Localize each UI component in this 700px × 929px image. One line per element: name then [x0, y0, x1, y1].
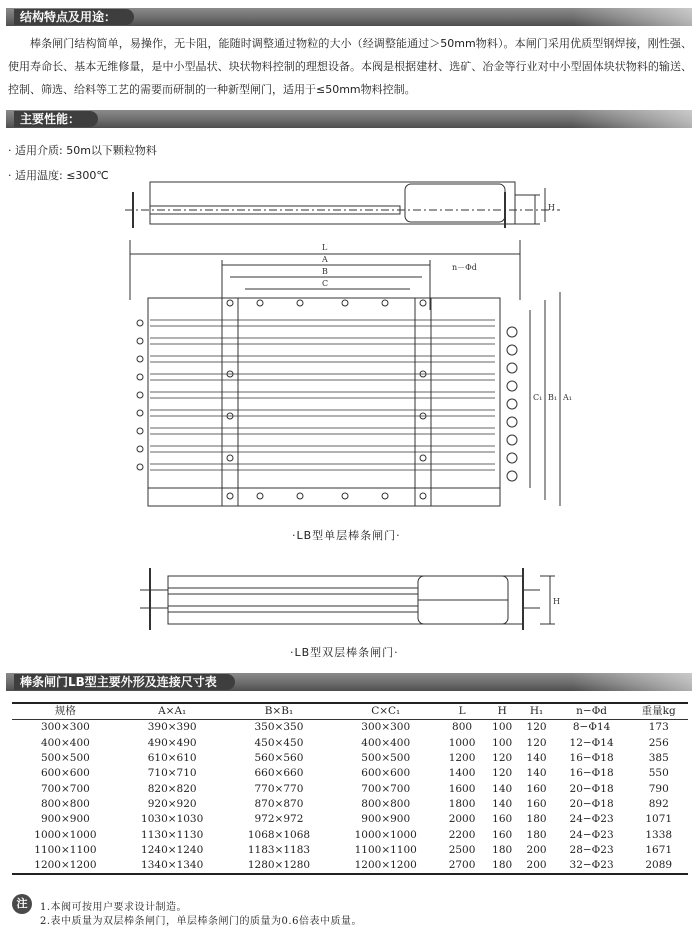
table-cell: 300×300 — [40, 721, 90, 734]
table-cell: 800 — [452, 721, 473, 734]
table-cell: 490×490 — [147, 736, 197, 749]
table-row — [12, 781, 688, 796]
section-title: 结构特点及用途： — [14, 9, 134, 25]
table-row — [12, 858, 688, 874]
dim-label-l: L — [322, 243, 328, 252]
table-cell: 700×700 — [40, 782, 90, 795]
table-cell: 660×660 — [254, 767, 304, 780]
note-badge: 注 — [12, 894, 32, 914]
table-cell: 870×870 — [254, 797, 304, 810]
table-cell: 8−Φ14 — [572, 721, 611, 734]
table-cell: 140 — [492, 797, 513, 810]
table-cell: 385 — [648, 752, 669, 765]
table-cell: 1100×1100 — [34, 843, 97, 856]
table-cell: 550 — [648, 767, 669, 780]
table-cell: 1000×1000 — [354, 828, 417, 841]
table-cell: 610×610 — [147, 752, 197, 765]
table-row — [12, 812, 688, 827]
table-row — [12, 827, 688, 842]
table-cell: 2200 — [448, 828, 476, 841]
table-cell: 160 — [492, 828, 513, 841]
single-layer-caption: ·LB型单层棒条闸门· — [292, 529, 401, 542]
table-cell: 1000×1000 — [34, 828, 97, 841]
dim-label-h2: H — [553, 597, 560, 606]
table-cell: 140 — [526, 752, 547, 765]
section-header-structure — [6, 8, 692, 26]
table-cell: 120 — [492, 752, 513, 765]
table-cell: 180 — [492, 859, 513, 872]
table-cell: 1340×1340 — [141, 859, 204, 872]
table-cell: 1030×1030 — [141, 813, 204, 826]
section-header-table — [6, 673, 692, 691]
table-cell: 120 — [492, 767, 513, 780]
table-cell: 450×450 — [254, 736, 304, 749]
table-cell: 892 — [648, 797, 669, 810]
table-row — [12, 751, 688, 766]
table-cell: 160 — [526, 797, 547, 810]
table-cell: 1068×1068 — [247, 828, 311, 841]
note-line-2: 2.表中质量为双层棒条闸门，单层棒条闸门的质量为0.6倍表中质量。 — [40, 916, 362, 927]
table-cell: 1600 — [448, 782, 476, 795]
column-header: 重量kg — [629, 703, 688, 720]
column-header: L — [439, 703, 485, 720]
table-cell: 1100×1100 — [354, 843, 417, 856]
table-cell: 600×600 — [40, 767, 90, 780]
table-cell: 390×390 — [147, 721, 197, 734]
table-cell: 800×800 — [40, 797, 90, 810]
dimension-table — [12, 702, 688, 875]
table-cell: 100 — [492, 736, 513, 749]
table-cell: 24−Φ23 — [569, 828, 614, 841]
section-header-performance — [6, 110, 692, 128]
table-cell: 350×350 — [254, 721, 304, 734]
table-cell: 160 — [492, 813, 513, 826]
table-cell: 173 — [648, 721, 669, 734]
dim-label-h: H — [548, 203, 555, 212]
table-cell: 710×710 — [147, 767, 197, 780]
table-cell: 400×400 — [361, 736, 411, 749]
table-cell: 900×900 — [40, 813, 90, 826]
table-row — [12, 736, 688, 751]
table-cell: 100 — [492, 721, 513, 734]
table-row — [12, 720, 688, 736]
table-cell: 28−Φ23 — [569, 843, 614, 856]
table-row — [12, 843, 688, 858]
table-row — [12, 797, 688, 812]
table-cell: 1800 — [448, 797, 476, 810]
table-cell: 1400 — [448, 767, 476, 780]
column-header: 规格 — [12, 703, 119, 720]
dim-label-b: B — [322, 267, 328, 276]
table-cell: 12−Φ14 — [569, 736, 614, 749]
table-row — [12, 766, 688, 781]
table-cell: 20−Φ18 — [569, 797, 614, 810]
dim-label-a1: A₁ — [563, 393, 572, 402]
table-cell: 120 — [526, 721, 547, 734]
column-header: H₁ — [519, 703, 553, 720]
table-cell: 140 — [526, 767, 547, 780]
table-cell: 1200×1200 — [34, 859, 97, 872]
table-cell: 2089 — [645, 859, 673, 872]
dim-label-holes: n－Φd — [452, 263, 477, 272]
table-cell: 800×800 — [361, 797, 411, 810]
table-cell: 2500 — [448, 843, 476, 856]
structure-paragraph: 棒条闸门结构简单，易操作，无卡阻，能随时调整通过物粒的大小（经调整能通过＞50mm物料）。本闸门采用优质型钢焊接，刚性强、使用寿命长、基本无维修量，是中小型晶状、块状物料控制的理想设备。本阀是根据建材、选矿、冶金等行业对中小型固体块状物料的输送、控制、筛选、给料等工艺的需要而研制的一种新型闸门，适用于≤50mm物料控制。 — [8, 37, 692, 96]
table-cell: 700×700 — [361, 782, 411, 795]
column-header: A×A₁ — [119, 703, 226, 720]
table-cell: 1200 — [448, 752, 476, 765]
double-layer-caption: ·LB型双层棒条闸门· — [290, 646, 399, 659]
section-title: 主要性能： — [14, 111, 98, 127]
dim-label-c1: C₁ — [533, 393, 543, 402]
table-cell: 200 — [526, 843, 547, 856]
dim-label-b1: B₁ — [548, 393, 558, 402]
table-cell: 500×500 — [361, 752, 411, 765]
table-cell: 972×972 — [254, 813, 304, 826]
column-header: H — [485, 703, 519, 720]
table-cell: 600×600 — [361, 767, 411, 780]
table-cell: 1183×1183 — [247, 843, 311, 856]
dim-label-c: C — [322, 279, 329, 288]
note-line-1: 1.本阀可按用户要求设计制造。 — [40, 902, 188, 913]
table-cell: 300×300 — [361, 721, 411, 734]
table-cell: 120 — [526, 736, 547, 749]
table-cell: 2700 — [448, 859, 476, 872]
bullet-medium: · 适用介质: 50m以下颗粒物料 — [8, 144, 157, 157]
table-cell: 1280×1280 — [247, 859, 311, 872]
table-cell: 1130×1130 — [141, 828, 204, 841]
table-cell: 16−Φ18 — [569, 767, 614, 780]
table-cell: 20−Φ18 — [569, 782, 614, 795]
table-cell: 400×400 — [40, 736, 90, 749]
table-cell: 1671 — [645, 843, 673, 856]
dim-label-a: A — [322, 255, 328, 264]
table-cell: 200 — [526, 859, 547, 872]
table-cell: 1240×1240 — [141, 843, 204, 856]
table-cell: 790 — [648, 782, 669, 795]
table-cell: 1200×1200 — [354, 859, 417, 872]
table-cell: 820×820 — [147, 782, 197, 795]
table-cell: 16−Φ18 — [569, 752, 614, 765]
table-body — [12, 720, 688, 874]
double-layer-gate-drawing — [0, 560, 700, 650]
section-title: 棒条闸门LB型主要外形及连接尺寸表 — [14, 674, 235, 690]
table-cell: 140 — [492, 782, 513, 795]
table-cell: 256 — [648, 736, 669, 749]
table-cell: 560×560 — [254, 752, 304, 765]
table-cell: 1000 — [448, 736, 476, 749]
table-cell: 180 — [526, 828, 547, 841]
column-header: C×C₁ — [332, 703, 439, 720]
table-cell: 920×920 — [147, 797, 197, 810]
column-header: B×B₁ — [226, 703, 333, 720]
table-cell: 770×770 — [254, 782, 304, 795]
table-cell: 160 — [526, 782, 547, 795]
table-cell: 500×500 — [40, 752, 90, 765]
table-cell: 900×900 — [361, 813, 411, 826]
table-cell: 1338 — [645, 828, 673, 841]
table-cell: 32−Φ23 — [569, 859, 614, 872]
table-cell: 1071 — [645, 813, 673, 826]
table-header-row — [12, 703, 688, 720]
table-cell: 180 — [526, 813, 547, 826]
bullet-temperature: · 适用温度: ≤300℃ — [8, 169, 109, 182]
column-header: n−Φd — [554, 703, 630, 720]
table-cell: 24−Φ23 — [569, 813, 614, 826]
table-cell: 180 — [492, 843, 513, 856]
table-cell: 2000 — [448, 813, 476, 826]
